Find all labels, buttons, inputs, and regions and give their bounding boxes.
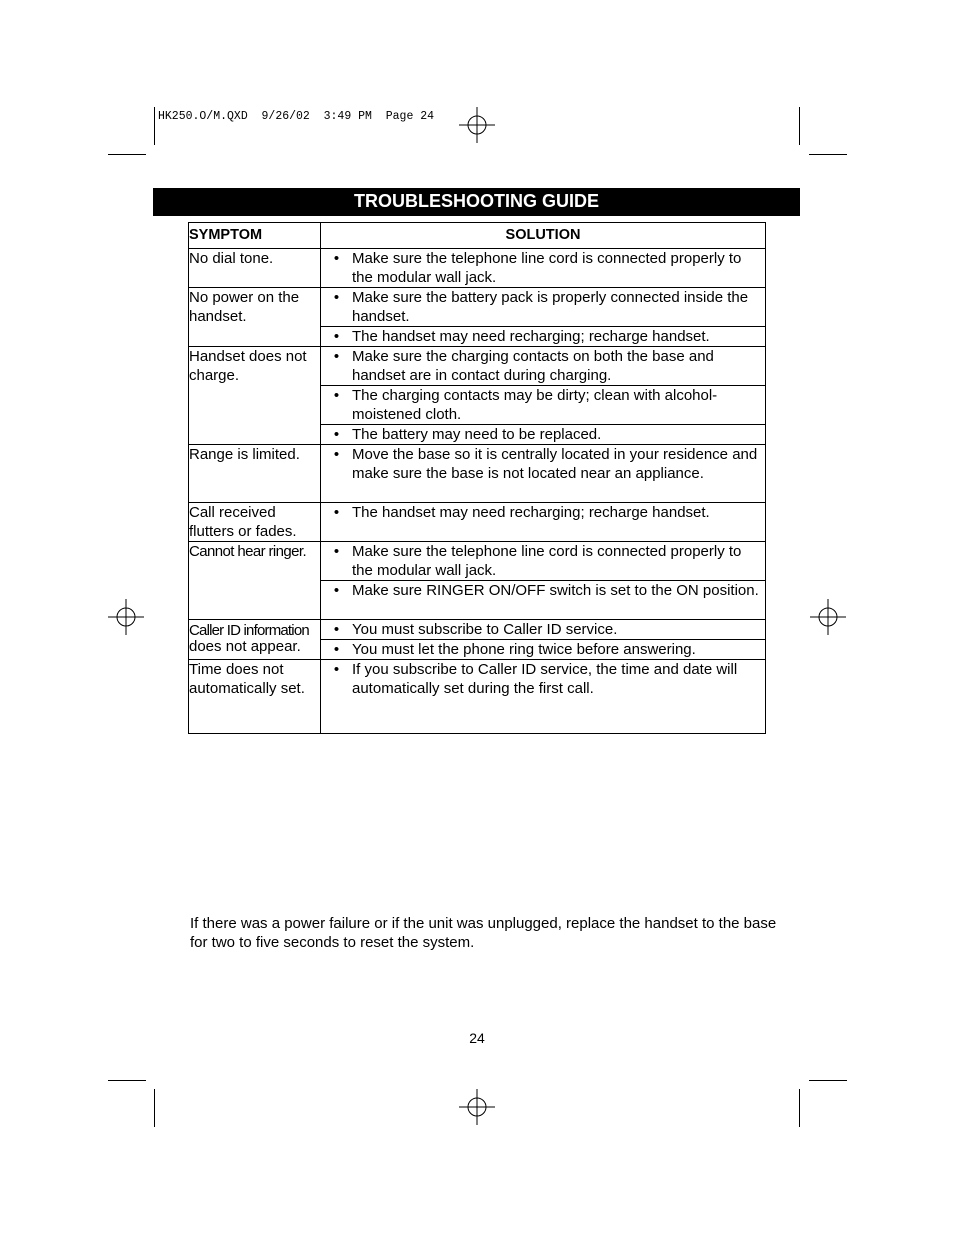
crop-mark-bottom-left-v xyxy=(154,1089,155,1127)
bullet: • xyxy=(333,661,340,678)
registration-mark-left xyxy=(108,599,144,635)
bullet: • xyxy=(333,621,340,638)
solution-text: Make sure the telephone line cord is connected properly to the modular wall jack. xyxy=(352,250,742,286)
solution-text: Make sure the telephone line cord is connected properly to the modular wall jack. xyxy=(352,543,742,579)
symptom-cell: No dial tone. xyxy=(189,249,321,288)
section-title-banner: TROUBLESHOOTING GUIDE xyxy=(153,188,800,216)
solution-cell xyxy=(321,581,766,620)
bullet: • xyxy=(333,426,340,443)
solution-cell xyxy=(321,425,766,445)
registration-mark-right xyxy=(810,599,846,635)
table-row xyxy=(189,347,766,386)
bullet: • xyxy=(333,387,340,404)
symptom-cell: Handset does not charge. xyxy=(189,347,321,445)
printer-slug: HK250.O/M.QXD 9/26/02 3:49 PM Page 24 xyxy=(158,110,435,123)
solution-cell xyxy=(321,386,766,425)
solution-text: You must let the phone ring twice before answering. xyxy=(352,641,696,658)
solution-cell xyxy=(321,640,766,660)
solution-text: Move the base so it is centrally located in your residence and make sure the base is not located near an appliance. xyxy=(352,446,758,482)
solution-cell xyxy=(321,620,766,640)
crop-mark-top-left-h xyxy=(108,154,146,155)
solution-text: The handset may need recharging; recharge handset. xyxy=(352,328,710,345)
solution-cell xyxy=(321,288,766,327)
registration-mark-bottom xyxy=(459,1089,495,1125)
crop-mark-top-right-h xyxy=(809,154,847,155)
bullet: • xyxy=(333,348,340,365)
bullet: • xyxy=(333,582,340,599)
table-row xyxy=(189,288,766,327)
solution-text: The charging contacts may be dirty; clean with alcohol-moistened cloth. xyxy=(352,387,718,423)
symptom-cell: Cannot hear ringer. xyxy=(189,542,321,620)
table-row xyxy=(189,249,766,288)
table-row xyxy=(189,660,766,734)
solution-cell xyxy=(321,445,766,503)
table-row xyxy=(189,503,766,542)
page-number: 24 xyxy=(469,1030,485,1046)
bullet: • xyxy=(333,641,340,658)
bullet: • xyxy=(333,543,340,560)
symptom-cell: Call received flutters or fades. xyxy=(189,503,321,542)
crop-mark-bottom-right-h xyxy=(809,1080,847,1081)
solution-cell xyxy=(321,542,766,581)
solution-cell xyxy=(321,347,766,386)
solution-cell xyxy=(321,327,766,347)
crop-mark-top-left-v xyxy=(154,107,155,145)
solution-text: If you subscribe to Caller ID service, the time and date will automatically set during the first call. xyxy=(352,661,738,697)
bullet: • xyxy=(333,289,340,306)
solution-text: You must subscribe to Caller ID service. xyxy=(352,621,618,638)
bullet: • xyxy=(333,446,340,463)
bullet: • xyxy=(333,328,340,345)
symptom-text-line: does not appear. xyxy=(189,638,301,655)
table-row xyxy=(189,620,766,640)
solution-cell xyxy=(321,249,766,288)
symptom-cell: Time does not automatically set. xyxy=(189,660,321,734)
symptom-text-line: Caller ID information xyxy=(189,622,309,639)
bullet: • xyxy=(333,504,340,521)
solution-cell xyxy=(321,660,766,734)
crop-mark-bottom-left-h xyxy=(108,1080,146,1081)
solution-text: Make sure the charging contacts on both the base and handset are in contact during charging. xyxy=(352,348,714,384)
solution-cell xyxy=(321,503,766,542)
table-header-row xyxy=(189,223,766,249)
troubleshooting-table xyxy=(188,222,766,734)
symptom-cell: Range is limited. xyxy=(189,445,321,503)
symptom-cell: No power on the handset. xyxy=(189,288,321,347)
registration-mark-top xyxy=(459,107,495,143)
crop-mark-top-right-v xyxy=(799,107,800,145)
table-row xyxy=(189,542,766,581)
symptom-column-header: SYMPTOM xyxy=(189,223,321,249)
symptom-cell xyxy=(189,620,321,660)
solution-text: The battery may need to be replaced. xyxy=(352,426,602,443)
solution-text: Make sure RINGER ON/OFF switch is set to the ON position. xyxy=(352,582,759,599)
solution-text: The handset may need recharging; recharge handset. xyxy=(352,504,710,521)
table-row xyxy=(189,445,766,503)
solution-text: Make sure the battery pack is properly connected inside the handset. xyxy=(352,289,749,325)
reset-note: If there was a power failure or if the unit was unplugged, replace the handset to the base for two to five seconds to reset the system. xyxy=(190,915,777,951)
crop-mark-bottom-right-v xyxy=(799,1089,800,1127)
solution-column-header: SOLUTION xyxy=(321,223,766,249)
bullet: • xyxy=(333,250,340,267)
